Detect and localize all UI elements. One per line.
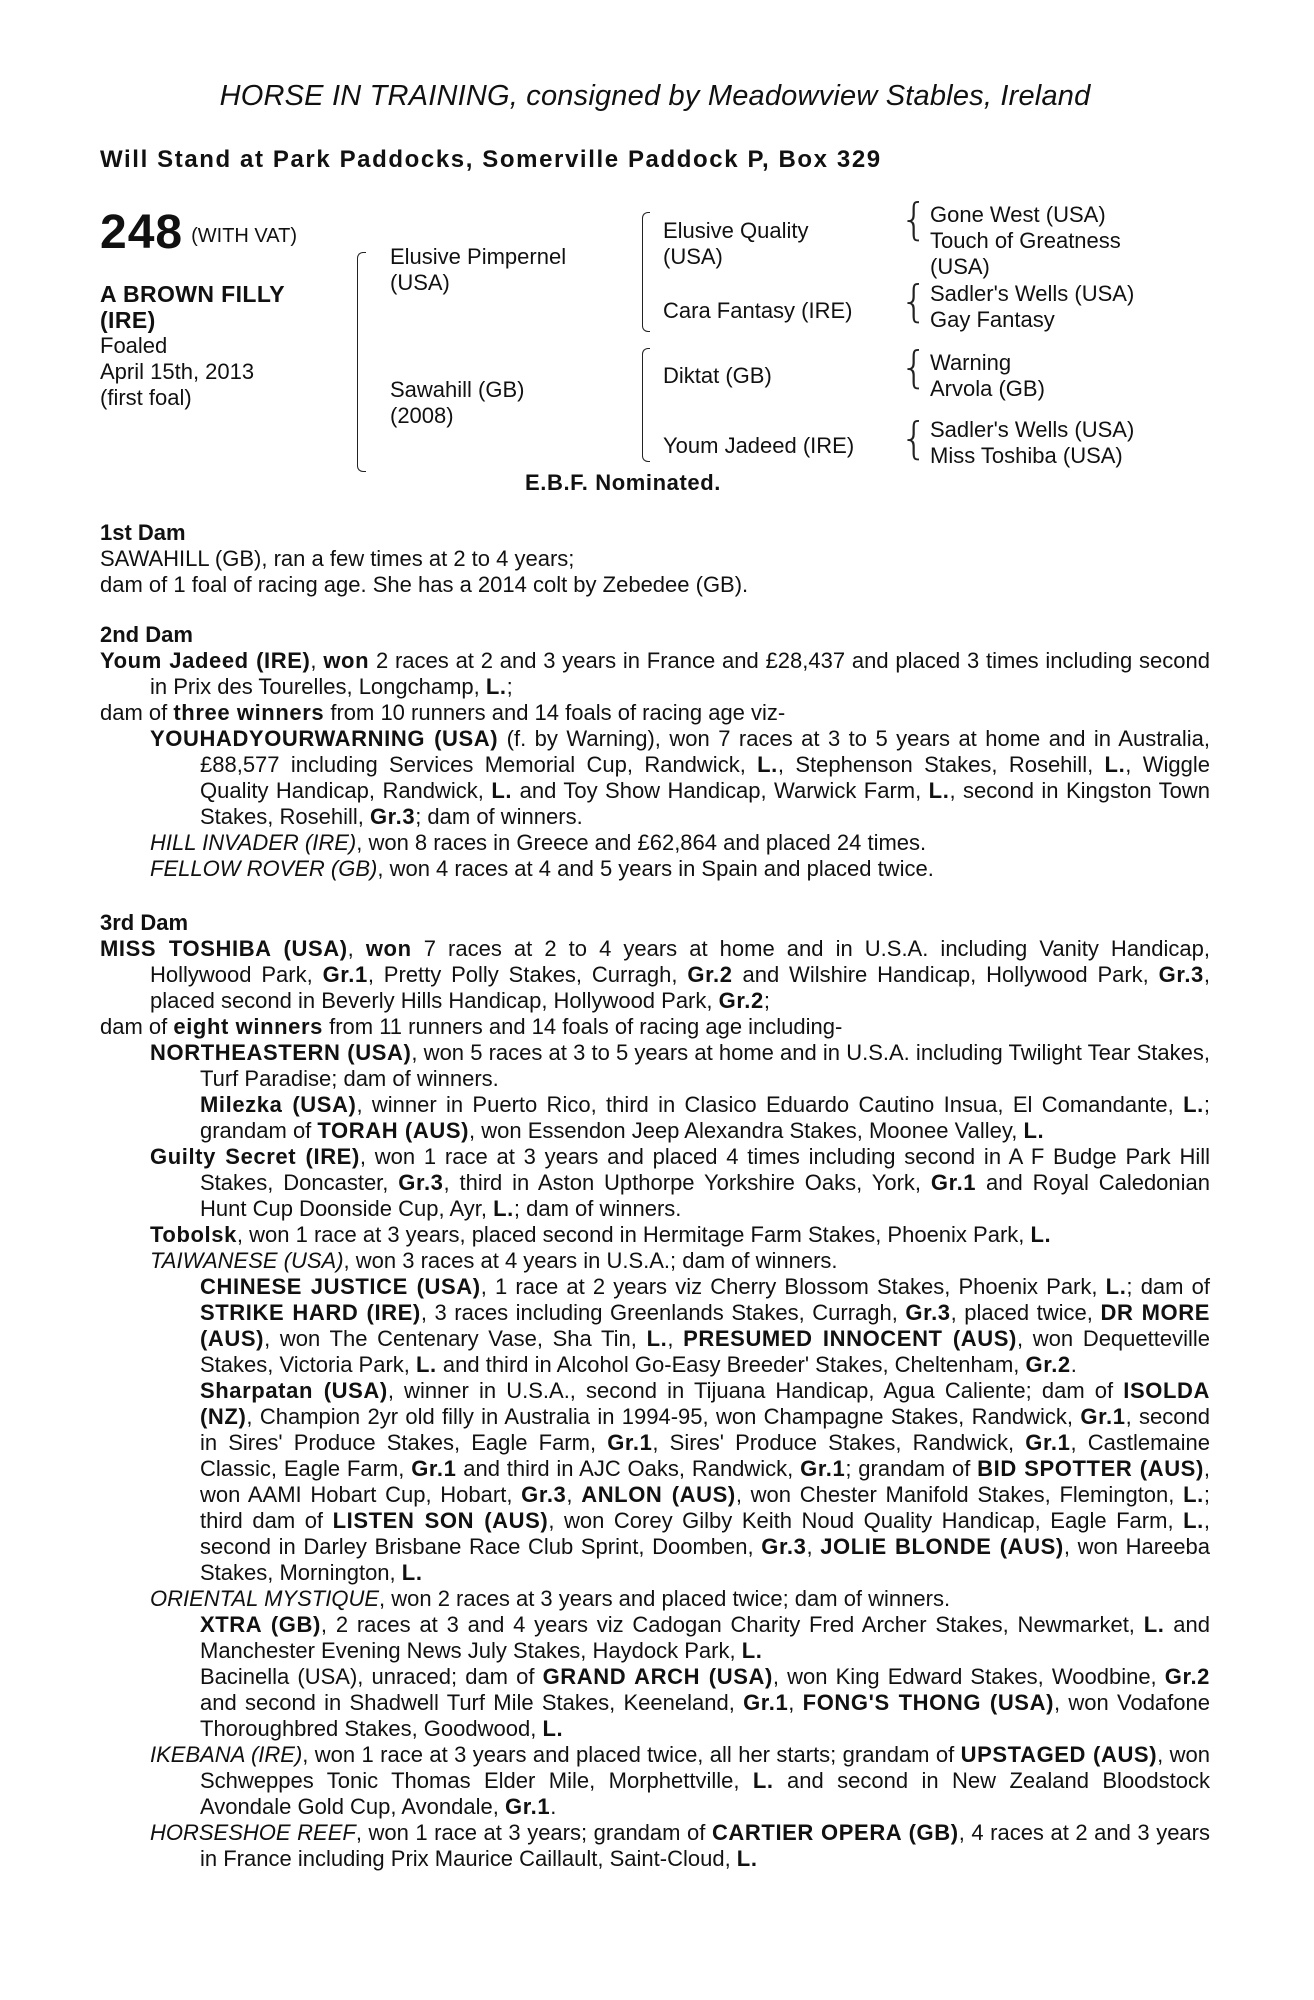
text-run: , xyxy=(347,936,366,961)
brace-g2: { xyxy=(900,276,928,327)
gen3-1: Gone West (USA) xyxy=(930,202,1106,227)
text-run: , second in Sires' Produce Stakes, Eagle Farm, xyxy=(200,1404,1210,1455)
gen3-4: Gay Fantasy xyxy=(930,307,1055,332)
first-dam-section xyxy=(100,520,1210,598)
brace-g1: { xyxy=(900,194,928,245)
text-run: , placed twice, xyxy=(950,1300,1101,1325)
lot-block xyxy=(100,205,297,260)
text-run: and Wilshire Handicap, Hollywood Park, xyxy=(732,962,1159,987)
text-run: , won 1 race at 3 years; grandam of xyxy=(355,1820,712,1845)
bold-text: eight winners xyxy=(173,1014,323,1039)
bold-text: Gr.2 xyxy=(1164,1664,1210,1689)
bold-text: JOLIE BLONDE (AUS) xyxy=(820,1534,1064,1559)
text-run: , second in Kingston Town Stakes, Rosehill, xyxy=(200,778,1210,829)
sire-sire-country: (USA) xyxy=(663,244,723,269)
sire-dam: Cara Fantasy (IRE) xyxy=(663,298,853,323)
text-run: (f. by Warning), won 7 races at 3 to 5 years at home and in Australia, £88,577 including Services Memorial Cup, Randwick, xyxy=(200,726,1211,777)
bold-text: L. xyxy=(493,1196,514,1221)
text-run: , 3 races including Greenlands Stakes, Curragh, xyxy=(420,1300,906,1325)
bold-text: won xyxy=(365,936,412,961)
bold-text: L. xyxy=(491,778,513,803)
dam-year: (2008) xyxy=(390,403,454,428)
first-dam-line2: dam of 1 foal of racing age. She has a 2014 colt by Zebedee (GB). xyxy=(100,572,749,597)
stand-location: Will Stand at Park Paddocks, Somerville Paddock P, Box 329 xyxy=(100,146,882,173)
bold-text: L. xyxy=(757,752,778,777)
text-run: from 11 runners and 14 foals of racing age including- xyxy=(322,1014,843,1039)
produce-entry xyxy=(100,1664,1210,1742)
bold-text: Gr.3 xyxy=(398,1170,444,1195)
bold-text: YOUHADYOURWARNING (USA) xyxy=(150,726,499,751)
italic-text: IKEBANA (IRE) xyxy=(150,1742,303,1767)
gen3-8: Miss Toshiba (USA) xyxy=(930,443,1123,468)
ebf-nominated: E.B.F. Nominated. xyxy=(525,470,721,495)
text-run: ; xyxy=(506,674,513,699)
bold-text: won xyxy=(323,648,370,673)
produce-entry xyxy=(100,1612,1210,1664)
produce-entry xyxy=(100,1820,1210,1872)
produce-entry xyxy=(100,830,1210,856)
produce-entry xyxy=(100,1248,1210,1274)
sire: Elusive Pimpernel xyxy=(390,244,567,269)
foaled-date: April 15th, 2013 xyxy=(100,359,255,384)
bold-text: L. xyxy=(1030,1222,1052,1247)
text-run: , won 5 races at 3 to 5 years at home and in U.S.A. including Twilight Tear Stakes, Turf Paradise; dam of winners. xyxy=(200,1040,1210,1091)
text-run: , xyxy=(788,1690,803,1715)
foal-note: (first foal) xyxy=(100,385,192,410)
brace-g4: { xyxy=(900,413,928,464)
produce-entry xyxy=(100,1144,1210,1222)
bold-text: L. xyxy=(542,1716,564,1741)
text-run: , won Essendon Jeep Alexandra Stakes, Moonee Valley, xyxy=(469,1118,1024,1143)
bold-text: GRAND ARCH (USA) xyxy=(542,1664,773,1689)
text-run: , third in Aston Upthorpe Yorkshire Oaks, York, xyxy=(443,1170,931,1195)
text-run: , Stephenson Stakes, Rosehill, xyxy=(777,752,1105,777)
bold-text: L. xyxy=(401,1560,423,1585)
bold-text: Gr.1 xyxy=(1080,1404,1126,1429)
bold-text: L. xyxy=(1023,1118,1045,1143)
produce-entry xyxy=(100,1222,1210,1248)
text-run: ; dam of xyxy=(1126,1274,1210,1299)
bold-text: L. xyxy=(646,1326,668,1351)
bold-text: STRIKE HARD (IRE) xyxy=(200,1300,421,1325)
text-run: , second in Darley Brisbane Race Club Sprint, Doomben, xyxy=(200,1508,1211,1559)
lot-description-country: (IRE) xyxy=(100,307,156,333)
dam-dam: Youm Jadeed (IRE) xyxy=(663,433,855,458)
bold-text: L. xyxy=(1105,1274,1127,1299)
bold-text: Gr.1 xyxy=(504,1794,551,1819)
text-run: . xyxy=(550,1794,557,1819)
text-run: . xyxy=(1070,1352,1077,1377)
bold-text: Guilty Secret (IRE) xyxy=(150,1144,360,1169)
text-run: and second in New Zealand Bloodstock Avondale Gold Cup, Avondale, xyxy=(200,1768,1210,1819)
gen3-2: Touch of Greatness xyxy=(930,228,1121,253)
bold-text: L. xyxy=(485,674,507,699)
bold-text: Gr.2 xyxy=(687,962,733,987)
produce-entry xyxy=(100,856,1210,882)
text-run: , won 3 races at 4 years in U.S.A.; dam of winners. xyxy=(343,1248,838,1273)
italic-text: ORIENTAL MYSTIQUE xyxy=(150,1586,380,1611)
gen3-3: Sadler's Wells (USA) xyxy=(930,281,1135,306)
bold-text: Youm Jadeed (IRE) xyxy=(100,648,311,673)
text-run: 2 races at 2 and 3 years in France and £28,437 and placed 3 times including second in Prix des Tourelles, Longchamp, xyxy=(150,648,1210,699)
bold-text: Gr.2 xyxy=(1025,1352,1071,1377)
third-dam-record xyxy=(100,936,1210,1014)
text-run: , Champion 2yr old filly in Australia in 1994-95, won Champagne Stakes, Randwick, xyxy=(246,1404,1081,1429)
italic-text: TAIWANESE (USA) xyxy=(150,1248,344,1273)
italic-text: HORSESHOE REEF xyxy=(150,1820,356,1845)
text-run: , winner in Puerto Rico, third in Clasico Eduardo Cautino Insua, El Comandante, xyxy=(356,1092,1184,1117)
text-run: , 2 races at 3 and 4 years viz Cadogan Charity Fred Archer Stakes, Newmarket, xyxy=(320,1612,1144,1637)
text-run: ; xyxy=(763,988,770,1013)
gen3-7: Sadler's Wells (USA) xyxy=(930,417,1135,442)
bold-text: three winners xyxy=(173,700,325,725)
bold-text: L. xyxy=(1183,1508,1204,1533)
bold-text: LISTEN SON (AUS) xyxy=(332,1508,549,1533)
gen3-2-country: (USA) xyxy=(930,254,990,279)
bold-text: CARTIER OPERA (GB) xyxy=(711,1820,959,1845)
text-run: 7 races at 2 to 4 years at home and in U.S.A. including Vanity Handicap, Hollywood Park, xyxy=(150,936,1210,987)
text-run: , won Corey Gilby Keith Noud Quality Handicap, Eagle Farm, xyxy=(548,1508,1184,1533)
text-run: ; third dam of xyxy=(200,1482,1210,1533)
text-run: and third in Alcohol Go-Easy Breeder' Stakes, Cheltenham, xyxy=(436,1352,1026,1377)
italic-text: HILL INVADER (IRE) xyxy=(150,830,357,855)
text-run: and Toy Show Handicap, Warwick Farm, xyxy=(512,778,929,803)
bold-text: Gr.1 xyxy=(930,1170,977,1195)
text-run: , won Hareeba Stakes, Mornington, xyxy=(200,1534,1210,1585)
bold-text: L. xyxy=(1143,1612,1165,1637)
third-dam-produce-summary xyxy=(100,1014,1210,1040)
text-run: , won 1 race at 3 years and placed twice, all her starts; grandam of xyxy=(302,1742,961,1767)
text-run: ; dam of winners. xyxy=(415,804,583,829)
bold-text: ISOLDA (NZ) xyxy=(200,1378,1210,1429)
bold-text: UPSTAGED (AUS) xyxy=(960,1742,1158,1767)
bold-text: Gr.3 xyxy=(1158,962,1204,987)
text-run: , won AAMI Hobart Cup, Hobart, xyxy=(200,1456,1211,1507)
text-run: ; dam of winners. xyxy=(513,1196,682,1221)
bold-text: L. xyxy=(928,778,950,803)
bold-text: TORAH (AUS) xyxy=(317,1118,470,1143)
dam: Sawahill (GB) xyxy=(390,377,525,402)
text-run: , Castlemaine Classic, Eagle Farm, xyxy=(200,1430,1210,1481)
text-run: , Sires' Produce Stakes, Randwick, xyxy=(652,1430,1026,1455)
bold-text: Gr.1 xyxy=(607,1430,653,1455)
bold-text: XTRA (GB) xyxy=(200,1612,321,1637)
text-run: , won 1 race at 3 years, placed second in Hermitage Farm Stakes, Phoenix Park, xyxy=(236,1222,1031,1247)
text-run: , Pretty Polly Stakes, Curragh, xyxy=(367,962,688,987)
text-run: ; grandam of xyxy=(200,1092,1210,1143)
gen3-6: Arvola (GB) xyxy=(930,376,1045,401)
bold-text: Gr.1 xyxy=(1025,1430,1071,1455)
sire-sire: Elusive Quality xyxy=(663,218,809,243)
text-run: , won Schweppes Tonic Thomas Elder Mile, Morphettville, xyxy=(200,1742,1210,1793)
bold-text: Gr.3 xyxy=(761,1534,807,1559)
pedigree-brace xyxy=(357,252,366,472)
bold-text: L. xyxy=(1183,1092,1204,1117)
text-run: , 1 race at 2 years viz Cherry Blossom Stakes, Phoenix Park, xyxy=(480,1274,1106,1299)
text-run: Bacinella (USA), unraced; dam of xyxy=(200,1664,543,1689)
italic-text: FELLOW ROVER (GB) xyxy=(150,856,378,881)
text-run: , won Dequetteville Stakes, Victoria Park, xyxy=(200,1326,1210,1377)
text-run: , xyxy=(310,648,324,673)
bold-text: Gr.1 xyxy=(743,1690,789,1715)
foaled-label: Foaled xyxy=(100,333,168,358)
sire-country: (USA) xyxy=(390,270,450,295)
bold-text: L. xyxy=(752,1768,774,1793)
produce-entry xyxy=(100,1274,1210,1378)
bold-text: NORTHEASTERN (USA) xyxy=(150,1040,412,1065)
second-dam-section xyxy=(100,622,1210,882)
produce-entry xyxy=(100,1092,1210,1144)
produce-entry xyxy=(100,1742,1210,1820)
bold-text: Tobolsk xyxy=(150,1222,237,1247)
text-run: dam of xyxy=(100,1014,174,1039)
dam-brace xyxy=(642,348,650,462)
bold-text: Milezka (USA) xyxy=(200,1092,357,1117)
text-run: , winner in U.S.A., second in Tijuana Handicap, Agua Caliente; dam of xyxy=(387,1378,1124,1403)
bold-text: L. xyxy=(736,1846,758,1871)
text-run: and Manchester Evening News July Stakes, Haydock Park, xyxy=(200,1612,1210,1663)
text-run: , 4 races at 2 and 3 years in France including Prix Maurice Caillault, Saint-Cloud, xyxy=(200,1820,1210,1871)
bold-text: CHINESE JUSTICE (USA) xyxy=(200,1274,481,1299)
brace-g3: { xyxy=(900,342,928,393)
text-run: and Royal Caledonian Hunt Cup Doonside Cup, Ayr, xyxy=(200,1170,1211,1221)
first-dam-heading: 1st Dam xyxy=(100,520,186,545)
bold-text: L. xyxy=(741,1638,763,1663)
text-run: from 10 runners and 14 foals of racing age viz- xyxy=(324,700,786,725)
dam-sire: Diktat (GB) xyxy=(663,363,772,388)
text-run: dam of xyxy=(100,700,174,725)
produce-entry xyxy=(100,1586,1210,1612)
bold-text: Gr.3 xyxy=(521,1482,567,1507)
second-dam-produce-summary xyxy=(100,700,1210,726)
text-run: , won The Centenary Vase, Sha Tin, xyxy=(264,1326,647,1351)
second-dam-heading: 2nd Dam xyxy=(100,622,193,647)
sire-brace xyxy=(642,212,650,332)
text-run: , won Vodafone Thoroughbred Stakes, Goodwood, xyxy=(200,1690,1210,1741)
text-run: , won 2 races at 3 years and placed twice; dam of winners. xyxy=(379,1586,951,1611)
text-run: , Wiggle Quality Handicap, Randwick, xyxy=(200,752,1210,803)
bold-text: Gr.3 xyxy=(369,804,416,829)
text-run: , won 8 races in Greece and £62,864 and placed 24 times. xyxy=(356,830,927,855)
text-run: , won 1 race at 3 years and placed 4 times including second in A F Budge Park Hill Stakes, Doncaster, xyxy=(200,1144,1210,1195)
bold-text: Gr.3 xyxy=(905,1300,951,1325)
first-dam-line1: SAWAHILL (GB), ran a few times at 2 to 4 years; xyxy=(100,546,575,571)
bold-text: DR MORE (AUS) xyxy=(200,1300,1210,1351)
text-run: , placed second in Beverly Hills Handicap, Hollywood Park, xyxy=(150,962,1211,1013)
lot-number: 248 xyxy=(100,206,184,259)
text-run: and second in Shadwell Turf Mile Stakes, Keeneland, xyxy=(200,1690,744,1715)
produce-entry xyxy=(100,1040,1210,1092)
bold-text: Sharpatan (USA) xyxy=(200,1378,388,1403)
text-run: , won Chester Manifold Stakes, Flemington, xyxy=(735,1482,1184,1507)
bold-text: MISS TOSHIBA (USA) xyxy=(100,936,348,961)
produce-entry xyxy=(100,726,1210,830)
text-run: , xyxy=(566,1482,582,1507)
third-dam-section xyxy=(100,910,1210,1872)
lot-description: A BROWN FILLY xyxy=(100,281,285,307)
produce-entry xyxy=(100,1378,1210,1586)
bold-text: Gr.1 xyxy=(322,962,368,987)
text-run: , xyxy=(806,1534,821,1559)
bold-text: ANLON (AUS) xyxy=(581,1482,736,1507)
bold-text: Gr.1 xyxy=(800,1456,846,1481)
text-run: , won King Edward Stakes, Woodbine, xyxy=(772,1664,1165,1689)
bold-text: L. xyxy=(1183,1482,1204,1507)
text-run: and third in AJC Oaks, Randwick, xyxy=(456,1456,801,1481)
bold-text: BID SPOTTER (AUS) xyxy=(977,1456,1204,1481)
bold-text: L. xyxy=(416,1352,437,1377)
text-run: , won 4 races at 4 and 5 years in Spain and placed twice. xyxy=(377,856,934,881)
gen3-5: Warning xyxy=(930,350,1012,375)
text-run: ; grandam of xyxy=(845,1456,978,1481)
bold-text: Gr.1 xyxy=(411,1456,457,1481)
third-dam-heading: 3rd Dam xyxy=(100,910,189,935)
bold-text: FONG'S THONG (USA) xyxy=(802,1690,1054,1715)
page-title: HORSE IN TRAINING, consigned by Meadowview Stables, Ireland xyxy=(219,80,1091,112)
bold-text: Gr.2 xyxy=(718,988,764,1013)
bold-text: L. xyxy=(1104,752,1126,777)
lot-vat: (WITH VAT) xyxy=(191,225,297,247)
second-dam-record xyxy=(100,648,1210,700)
bold-text: PRESUMED INNOCENT (AUS) xyxy=(683,1326,1017,1351)
text-run: , xyxy=(667,1326,684,1351)
